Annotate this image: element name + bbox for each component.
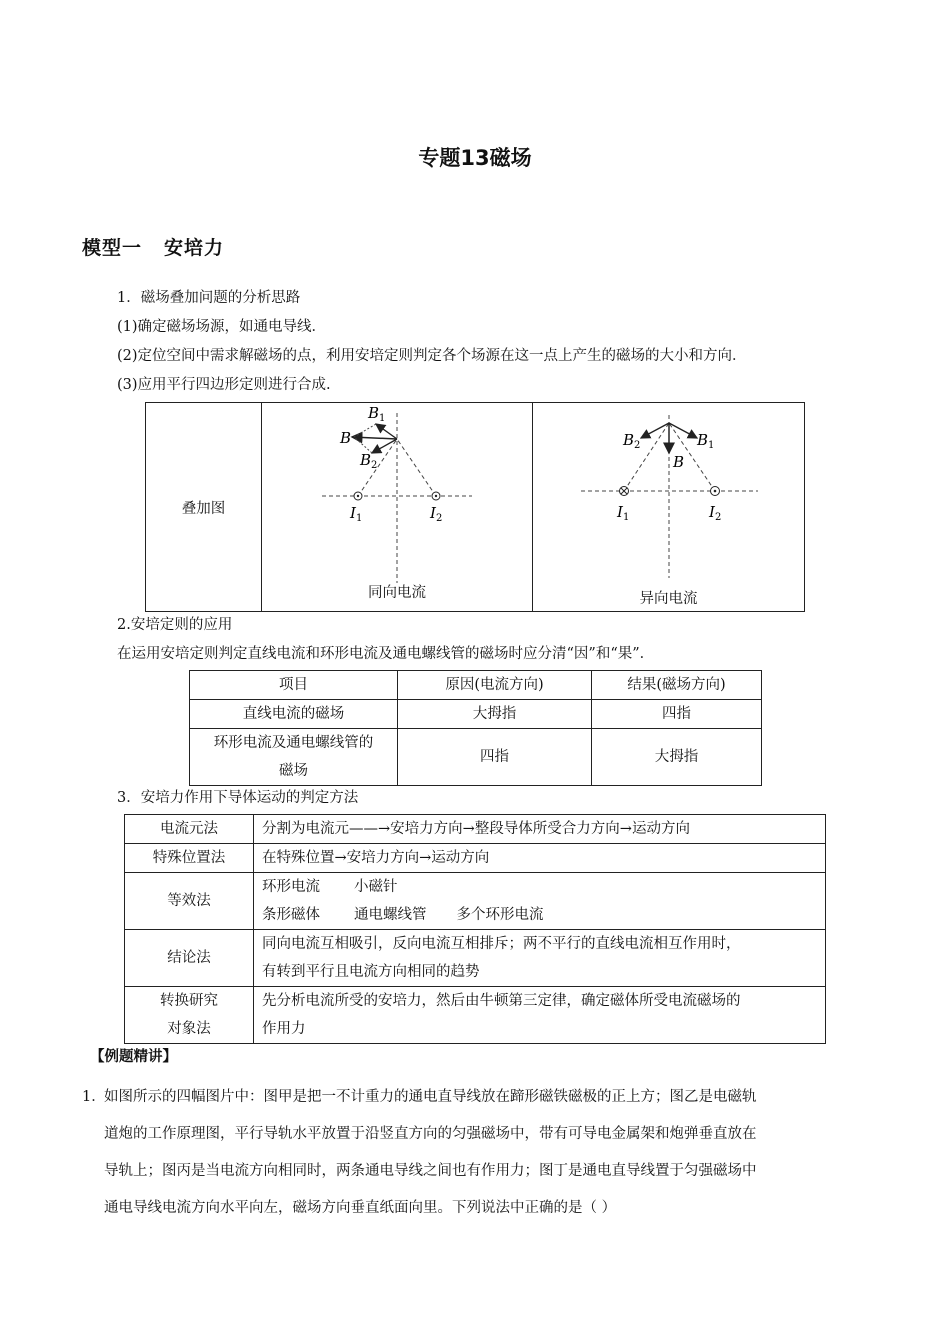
example-question: 如图所示的四幅图片中：图甲是把一不计重力的通电直导线放在蹄形磁铁磁极的正上方；图乙是电磁轨 道炮的工作原理图，平行导轨水平放置于沿竖直方向的匀强磁场中，带有可导电金属架和炮弹垂直放在 导轨上；图丙是当电流方向相同时，两条通电导线之间也有作用力；图丁是通电直导线置于匀强磁场中 通电导线电流方向水平向左，磁场方向垂直纸面向里。下列说法中正确的是（ ） bbox=[104, 1089, 757, 1216]
method-desc: 在特殊位置→安培力方向→运动方向 bbox=[254, 844, 826, 873]
step-2: (2)定位空间中需求解磁场的点，利用安培定则判定各个场源在这一点上产生的磁场的大小和方向． bbox=[117, 348, 747, 364]
header-item: 项目 bbox=[190, 671, 398, 700]
vector-b2 bbox=[641, 423, 669, 438]
table-row bbox=[125, 873, 826, 930]
method-name: 等效法 bbox=[125, 873, 254, 930]
label-b1: $B_1$ bbox=[697, 431, 715, 451]
method-desc: 先分析电流所受的安培力，然后由牛顿第三定律，确定磁体所受电流磁场的 作用力 bbox=[254, 987, 826, 1044]
method-desc: 环形电流 小磁针 条形磁体 通电螺线管 多个环形电流 bbox=[254, 873, 826, 930]
method-desc: 分割为电流元——→安培力方向→整段导体所受合力方向→运动方向 bbox=[254, 815, 826, 844]
table-row bbox=[190, 729, 762, 786]
section1-heading: 1．磁场叠加问题的分析思路 bbox=[117, 290, 301, 306]
row-item: 环形电流及通电螺线管的 磁场 bbox=[190, 729, 398, 786]
example-number: 1． bbox=[82, 1089, 106, 1105]
opposite-direction-caption: 异向电流 bbox=[639, 591, 698, 607]
label-i1: $I_1$ bbox=[350, 504, 363, 524]
table-row bbox=[125, 815, 826, 844]
row-effect: 四指 bbox=[592, 700, 762, 729]
model-heading bbox=[82, 233, 224, 260]
label-i2: $I_2$ bbox=[430, 504, 443, 524]
header-effect: 结果(磁场方向) bbox=[592, 671, 762, 700]
superposition-figure-table bbox=[145, 402, 805, 612]
method-name: 电流元法 bbox=[125, 815, 254, 844]
vector-b1 bbox=[376, 424, 397, 439]
table-header-row bbox=[190, 671, 762, 700]
method-name: 特殊位置法 bbox=[125, 844, 254, 873]
section2-intro: 在运用安培定则判定直线电流和环形电流及通电螺线管的磁场时应分清“因”和“果”． bbox=[117, 646, 655, 662]
table-row bbox=[125, 987, 826, 1044]
page-title: 专题13磁场 bbox=[418, 146, 532, 170]
same-direction-figure bbox=[262, 403, 533, 612]
table-row bbox=[125, 930, 826, 987]
row-cause: 四指 bbox=[398, 729, 592, 786]
header-cause: 原因(电流方向) bbox=[398, 671, 592, 700]
table-row bbox=[190, 700, 762, 729]
label-b2: $B_2$ bbox=[623, 431, 641, 451]
vector-b bbox=[352, 437, 397, 439]
label-b: B bbox=[340, 429, 352, 447]
opposite-direction-figure bbox=[533, 403, 805, 612]
label-i1: $I_1$ bbox=[617, 503, 630, 523]
method-desc: 同向电流互相吸引，反向电流互相排斥；两不平行的直线电流相互作用时， 有转到平行且电流方向相同的趋势 bbox=[254, 930, 826, 987]
label-b2: $B_2$ bbox=[360, 451, 378, 471]
method-name: 转换研究 对象法 bbox=[125, 987, 254, 1044]
row-item: 直线电流的磁场 bbox=[190, 700, 398, 729]
label-b: B bbox=[673, 453, 685, 471]
same-direction-caption: 同向电流 bbox=[368, 585, 426, 601]
dashed-line-2 bbox=[397, 439, 436, 496]
model-name: 安培力 bbox=[164, 237, 225, 259]
row-effect: 大拇指 bbox=[592, 729, 762, 786]
label-i2: $I_2$ bbox=[709, 503, 722, 523]
table-row bbox=[125, 844, 826, 873]
same-direction-diagram bbox=[262, 403, 532, 611]
label-b1: $B_1$ bbox=[368, 404, 386, 424]
example-heading: 【例题精讲】 bbox=[90, 1049, 177, 1065]
motion-methods-table bbox=[124, 814, 826, 1044]
vector-b1 bbox=[669, 423, 697, 438]
vector-b2 bbox=[372, 439, 397, 453]
method-name: 结论法 bbox=[125, 930, 254, 987]
section2-heading: 2.安培定则的应用 bbox=[117, 617, 233, 633]
step-1: (1)确定磁场场源，如通电导线． bbox=[117, 319, 327, 335]
ampere-rule-table bbox=[189, 670, 762, 786]
section3-heading: 3．安培力作用下导体运动的判定方法 bbox=[117, 790, 359, 806]
row-cause: 大拇指 bbox=[398, 700, 592, 729]
step-3: (3)应用平行四边形定则进行合成. bbox=[117, 377, 331, 393]
model-label: 模型一 bbox=[82, 237, 143, 259]
figure-row-label: 叠加图 bbox=[146, 403, 262, 612]
opposite-direction-diagram bbox=[533, 403, 804, 611]
